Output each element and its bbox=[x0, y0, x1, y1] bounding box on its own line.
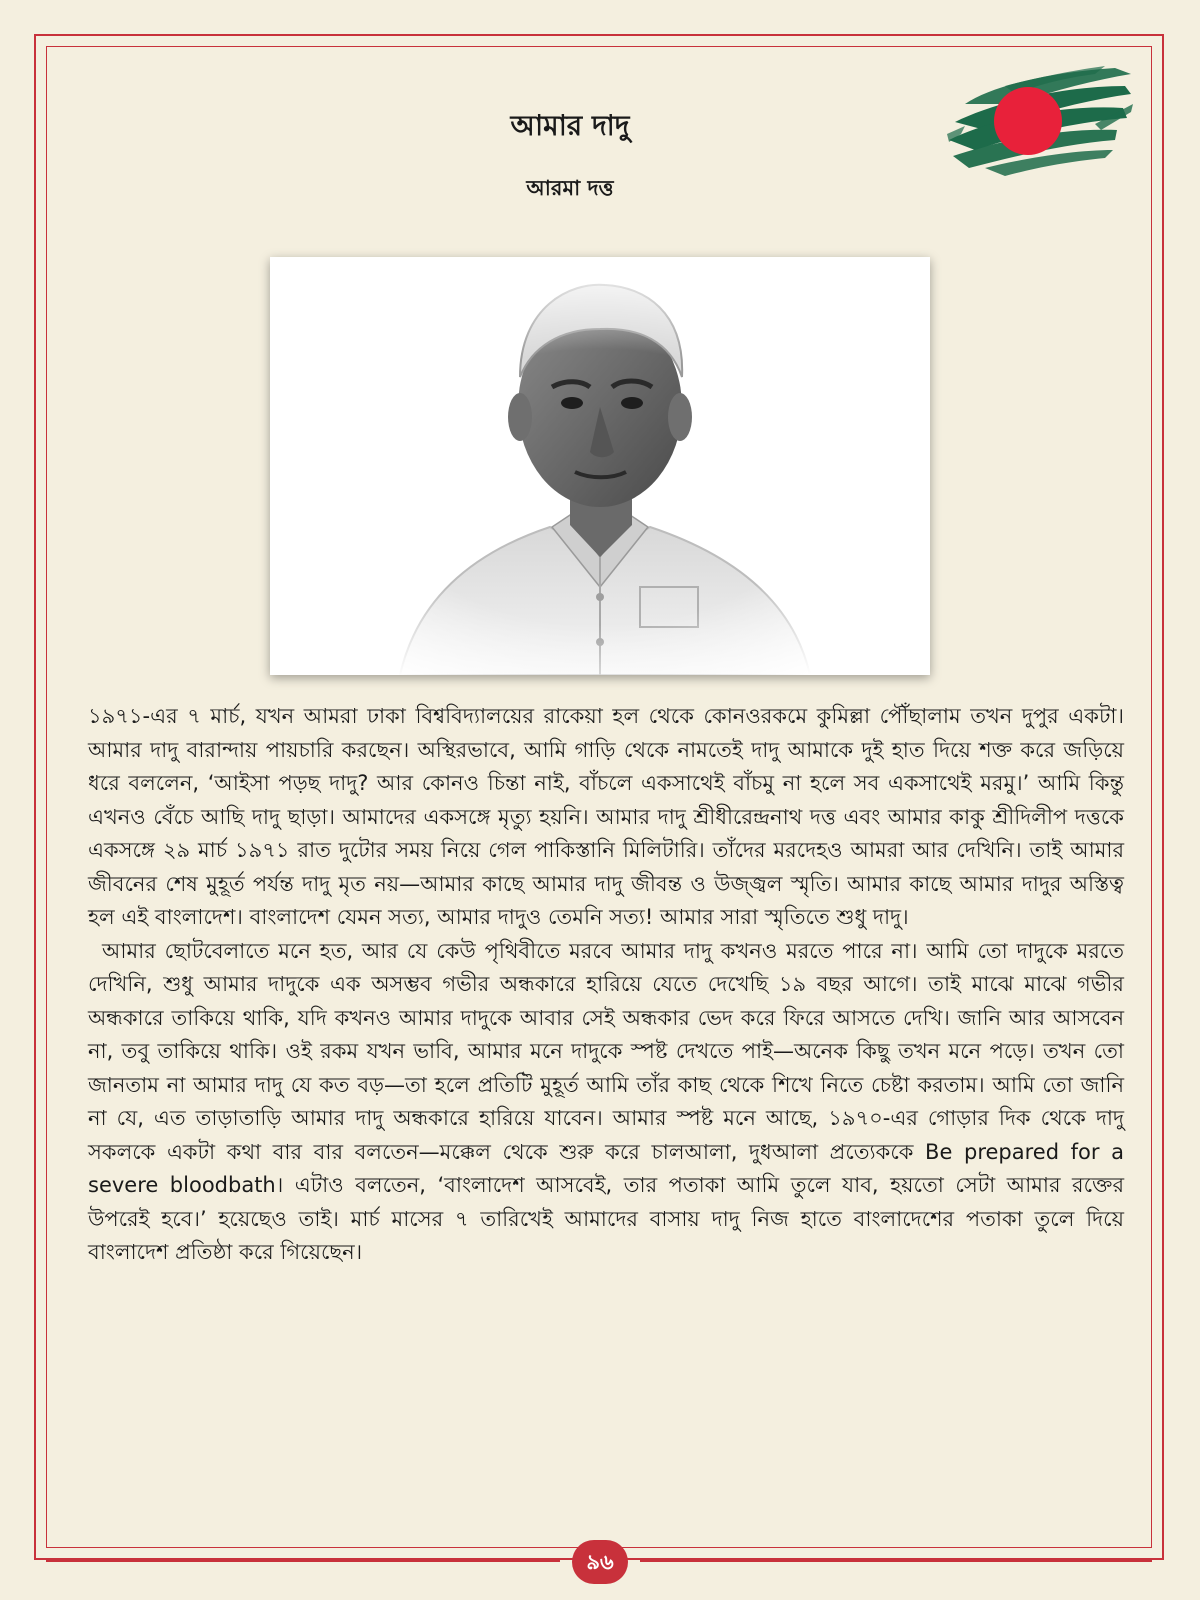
page-number-badge: ৯৬ bbox=[572, 1540, 628, 1584]
portrait-image bbox=[270, 257, 930, 675]
article-title: আমার দাদু bbox=[510, 109, 630, 142]
paragraph-1: ১৯৭১-এর ৭ মার্চ, যখন আমরা ঢাকা বিশ্ববিদ্যালয়ের রাকেয়া হল থেকে কোনওরকমে কুমিল্লা পৌঁছালাম তখন দুপুর একটা। আমার দাদু বারান্দায় পায়চারি করছেন। অস্থিরভাবে, আমি গাড়ি থেকে নামতেই দাদু আমাকে দুই হাত দিয়ে শক্ত করে জড়িয়ে ধরে বললেন, ‘আইসা পড়ছ দাদু? আর কোনও চিন্তা নাই, বাঁচলে একসাথেই বাঁচমু না হলে সব একসাথেই মরমু।’ আমি কিন্তু এখনও বেঁচে আছি দাদু ছাড়া। আমাদের একসঙ্গে মৃত্যু হয়নি। আমার দাদু শ্রীধীরেন্দ্রনাথ দত্ত এবং আমার কাকু শ্রীদিলীপ দত্তকে একসঙ্গে ২৯ মার্চ ১৯৭১ রাত দুটোর সময় নিয়ে গেল পাকিস্তানি মিলিটারি। তাঁদের মরদেহও আমরা আর দেখিনি। তাই আমার জীবনের শেষ মুহূর্ত পর্যন্ত দাদু মৃত নয়—আমার কাছে আমার দাদু জীবন্ত ও উজ্জ্বল স্মৃতি। আমার কাছে আমার দাদুর অস্তিত্ব হল এই বাংলাদেশ। বাংলাদেশ যেমন সত্য, আমার দাদুও তেমনি সত্য! আমার সারা স্মৃতিতে শুধু দাদু। bbox=[88, 704, 1124, 929]
article-author: আরমা দত্ত bbox=[526, 176, 614, 200]
article-body bbox=[88, 700, 1124, 1270]
portrait-photo bbox=[270, 257, 930, 675]
footer-rule-left bbox=[46, 1560, 560, 1562]
footer-rule-right bbox=[640, 1560, 1152, 1562]
paragraph-2: আমার ছোটবেলাতে মনে হত, আর যে কেউ পৃথিবীতে মরবে আমার দাদু কখনও মরতে পারে না। আমি তো দাদুকে মরতে দেখিনি, শুধু আমার দাদুকে এক অসম্ভব গভীর অন্ধকারে হারিয়ে যেতে দেখেছি ১৯ বছর আগে। তাই মাঝে মাঝে গভীর অন্ধকারে তাকিয়ে থাকি, যদি কখনও আমার দাদুকে আবার সেই অন্ধকার ভেদ করে ফিরে আসতে দেখি। জানি আর আসবেন না, তবু তাকিয়ে থাকি। ওই রকম যখন ভাবি, আমার মনে দাদুকে স্পষ্ট দেখতে পাই—অনেক কিছু তখন মনে পড়ে। তখন তো জানতাম না আমার দাদু যে কত বড়—তা হলে প্রতিটি মুহূর্ত আমি তাঁর কাছ থেকে শিখে নিতে চেষ্টা করতাম। আমি তো জানি না যে, এত তাড়াতাড়ি আমার দাদু অন্ধকারে হারিয়ে যাবেন। আমার স্পষ্ট মনে আছে, ১৯৭০-এর গোড়ার দিক থেকে দাদু সকলকে একটা কথা বার বার বলতেন—মক্কেল থেকে শুরু করে চালআলা, দুধআলা প্রত্যেককে Be prepared for a severe bloodbath। এটাও বলতেন, ‘বাংলাদেশ আসবেই, তার পতাকা আমি তুলে যাব, হয়তো সেটা আমার রক্তের উপরেই হবে।’ হয়েছেও তাই। মার্চ মাসের ৭ তারিখেই আমাদের বাসায় দাদু নিজ হাতে বাংলাদেশের পতাকা তুলে দিয়ে বাংলাদেশ প্রতিষ্ঠা করে গিয়েছেন। bbox=[88, 938, 1124, 1264]
